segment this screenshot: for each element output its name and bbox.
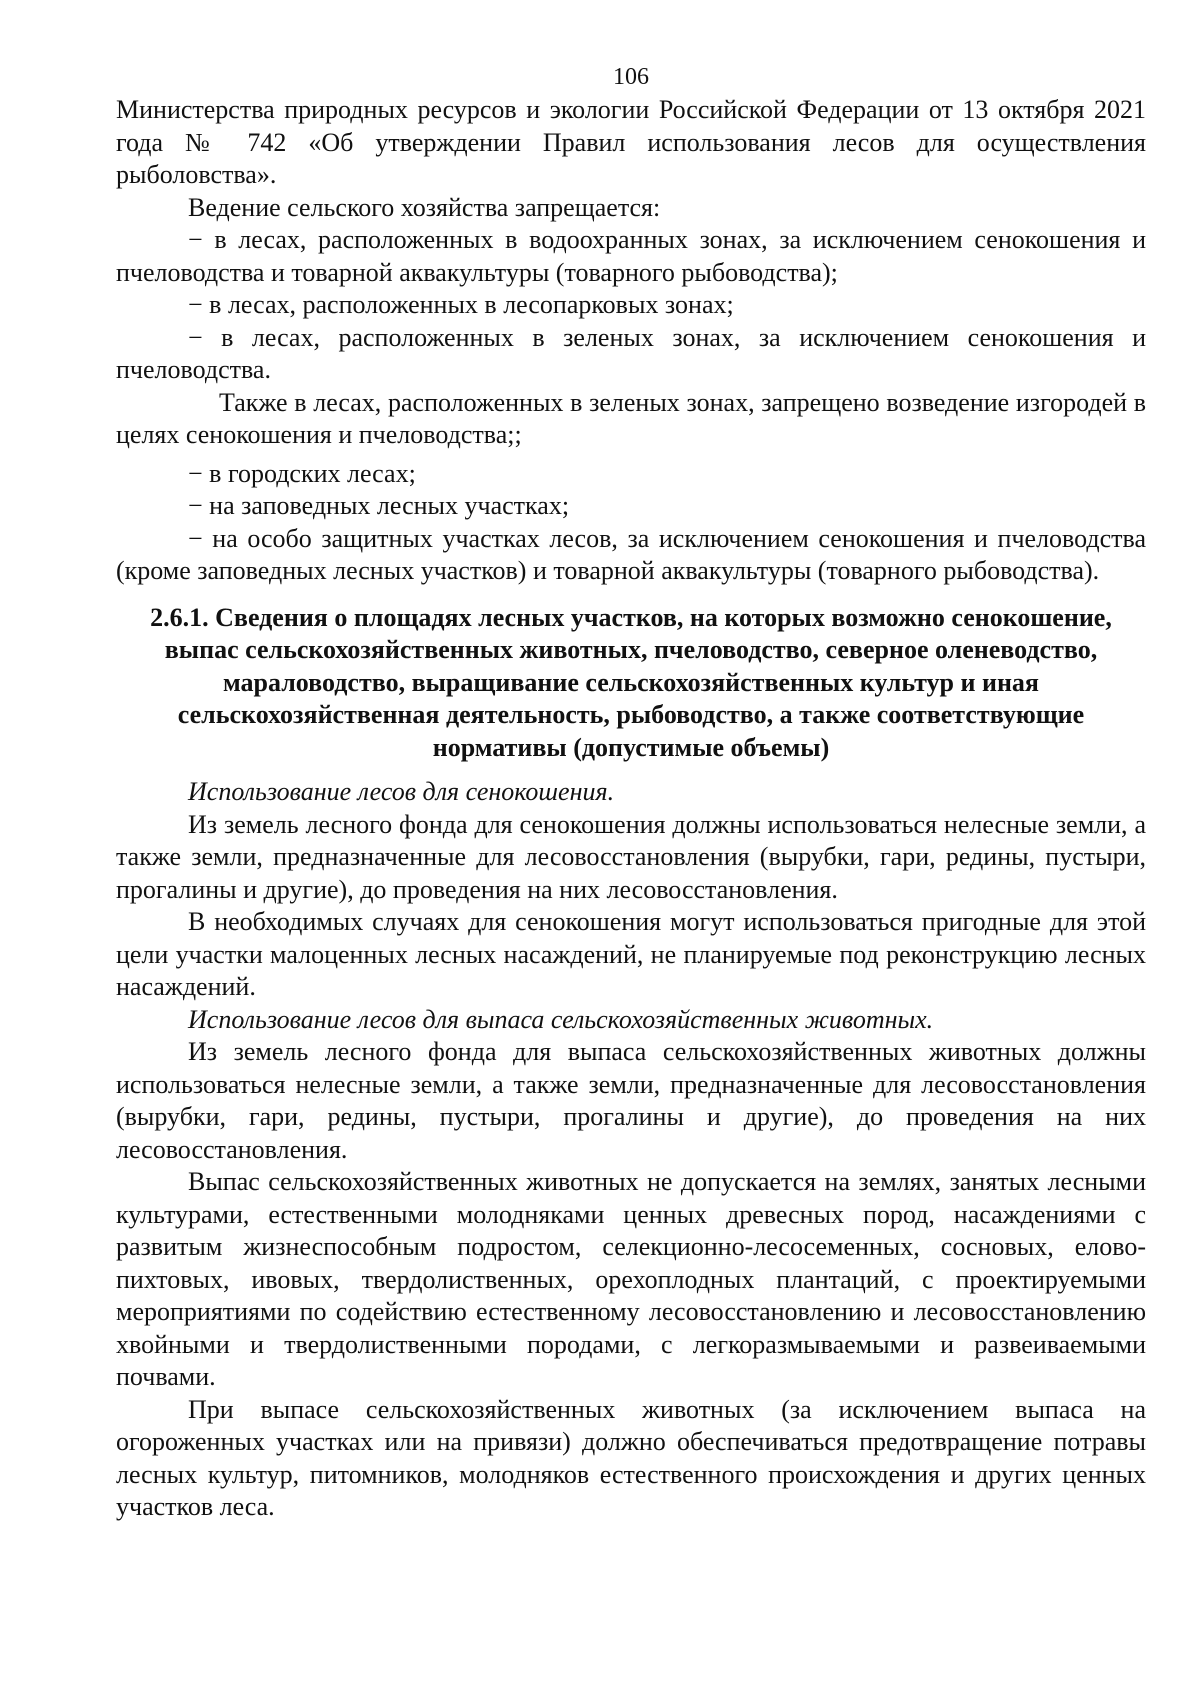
top-section: [116, 94, 1146, 588]
subheading-grazing: Использование лесов для выпаса сельскохозяйственных животных.: [188, 1004, 934, 1034]
page-number: 106: [613, 64, 649, 90]
list-item-forest-park-zones: − в лесах, расположенных в лесопарковых зонах;: [188, 290, 734, 319]
paragraph-grazing-protection: При выпасе сельскохозяйственных животных (за исключением выпаса на огороженных участках или на привязи) должно обеспечиваться предотвращение потравы лесных культур, питомников, молодняков естественного происхождения и других ценных участков леса.: [116, 1394, 1146, 1521]
paragraph-fences-prohibited: Также в лесах, расположенных в зеленых зонах, запрещено возведение изгородей в целях сенокошения и пчеловодства;;: [116, 387, 1146, 449]
paragraph-haymaking-low-value: В необходимых случаях для сенокошения могут использоваться пригодные для этой цели участки малоценных лесных насаждений, не планируемые под реконструкцию лесных насаждений.: [116, 907, 1146, 1001]
section-heading: 2.6.1. Сведения о площадях лесных участков, на которых возможно сенокошение, выпас сельскохозяйственных животных, пчеловодство, северное оленеводство, мараловодство, выращивание сельскохозяйственных культур и иная сельскохозяйственная деятельность, рыбоводство, а также соответствующие нормативы (допустимые объемы): [150, 602, 1112, 762]
list-item-green-zones: − в лесах, расположенных в зеленых зонах, за исключением сенокошения и пчеловодства.: [116, 322, 1146, 384]
document-page: [116, 60, 1146, 1524]
subheading-haymaking: Использование лесов для сенокошения.: [188, 777, 615, 806]
paragraph-grazing-restrictions: Выпас сельскохозяйственных животных не допускается на землях, занятых лесными культурами, естественными молодняками ценных древесных пород, насаждениями с развитым жизнеспособным подростом, селекционно-лесосеменных, сосновых, елово-пихтовых, ивовых, твердолиственных, орехоплодных плантаций, с проектируемыми мероприятиями по содействию естественному лесовосстановлению и лесовосстановлению хвойными и твердолиственными породами, с легкоразмываемыми и развеиваемыми почвами.: [116, 1167, 1146, 1391]
paragraph-haymaking-lands: Из земель лесного фонда для сенокошения должны использоваться нелесные земли, а также земли, предназначенные для лесовосстановления (вырубки, гари, редины, пустыри, прогалины и другие), до проведения на них лесовосстановления.: [116, 809, 1146, 904]
list-item-protective-plots: − на особо защитных участках лесов, за исключением сенокошения и пчеловодства (кроме заповедных лесных участков) и товарной аквакультуры (товарного рыбоводства).: [116, 523, 1146, 585]
bottom-section: [116, 776, 1146, 1524]
list-item-reserved-plots: − на заповедных лесных участках;: [188, 491, 570, 520]
list-item-city-forests: − в городских лесах;: [188, 458, 416, 488]
paragraph-grazing-lands: Из земель лесного фонда для выпаса сельскохозяйственных животных должны использоваться нелесные земли, а также земли, предназначенные для лесовосстановления (вырубки, гари, редины, пустыри, прогалины и другие), до проведения на них лесовосстановления.: [116, 1037, 1146, 1164]
list-item-water-protection-zones: − в лесах, расположенных в водоохранных зонах, за исключением сенокошения и пчеловодства и товарной аквакультуры (товарного рыбоводства);: [116, 225, 1146, 287]
paragraph-ministry-order: Министерства природных ресурсов и экологии Российской Федерации от 13 октября 2021 года № 742 «Об утверждении Правил использования лесов для осуществления рыболовства».: [116, 95, 1146, 189]
paragraph-agriculture-prohibited: Ведение сельского хозяйства запрещается:: [188, 192, 661, 222]
